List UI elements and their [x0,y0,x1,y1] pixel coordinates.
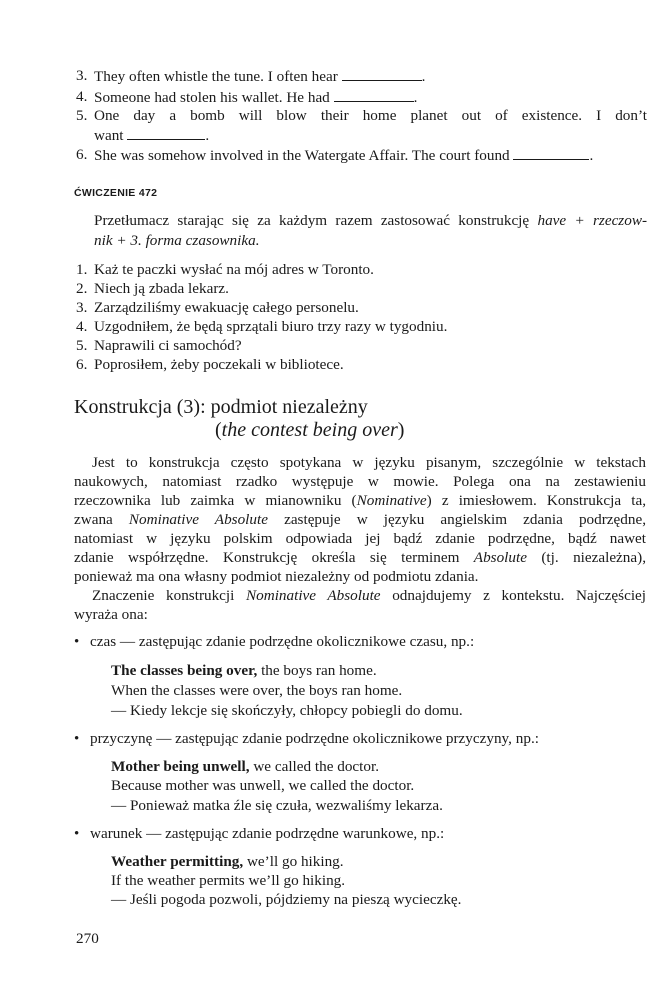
bullet-icon: • [74,826,80,842]
list-item: Naprawili ci samochód? [94,337,242,354]
paragraph-line: Znaczenie konstrukcji Nominative Absolute odnajdujemy z kontekstu. Najczęściej [92,587,646,604]
bullet-label: czas — zastępując zdanie podrzędne okolicznikowe czasu, np.: [90,633,475,650]
item-number: 3. [76,299,88,316]
paragraph-line: natomiast w języku polskim odpowiada jej bądź zdanie podrzędne, bądź nawet [74,530,646,547]
example-sentence: Mother being unwell, we called the doctor. [111,758,379,775]
exercise-instruction: Przetłumacz starając się za każdym razem zastosować konstrukcję have + rzeczow- [94,212,648,229]
paragraph-line: wyraża ona: [74,606,148,623]
paragraph-line: naukowych, natomiast rzadko występuje w mowie. Polega ona na zestawieniu [74,473,646,490]
item-number: 3. [76,67,88,84]
example-sentence: The classes being over, the boys ran home. [111,662,377,679]
item-number: 1. [76,261,88,278]
example-translation: — Kiedy lekcje się skończyły, chłopcy pobiegli do domu. [111,702,463,719]
list-item: They often whistle the tune. I often hear . [94,68,426,85]
item-number: 5. [76,107,88,124]
page-number: 270 [76,930,99,947]
answer-blank[interactable] [127,126,205,140]
example-paraphrase: Because mother was unwell, we called the doctor. [111,777,415,794]
item-number: 4. [76,318,88,335]
paragraph-line: zwana Nominative Absolute zastępuje w języku angielskim zdania podrzędne, [74,511,646,528]
paragraph-line: Jest to konstrukcja często spotykana w języku pisanym, szczególnie w tekstach [92,454,646,471]
answer-blank[interactable] [513,146,589,160]
bullet-label: przyczynę — zastępując zdanie podrzędne okolicznikowe przyczyny, np.: [90,730,539,747]
paragraph-line: zdanie współrzędne. Konstrukcję określa się terminem Absolute (tj. niezależna), [74,549,646,566]
list-item: She was somehow involved in the Watergate Affair. The court found . [94,147,594,164]
item-number: 2. [76,280,88,297]
list-item: Zarządziliśmy ewakuację całego personelu. [94,299,359,316]
section-title: Konstrukcja (3): podmiot niezależny [74,396,368,418]
list-item: Someone had stolen his wallet. He had . [94,89,418,106]
list-item-continuation: want . [94,127,210,144]
answer-blank[interactable] [334,88,414,102]
list-item: One day a bomb will blow their home planet out of existence. I don’t [94,107,647,124]
list-item: Niech ją zbada lekarz. [94,280,229,297]
bullet-label: warunek — zastępując zdanie podrzędne warunkowe, np.: [90,825,445,842]
section-subtitle: (the contest being over) [215,419,405,441]
list-item: Każ te paczki wysłać na mój adres w Toronto. [94,261,374,278]
item-number: 5. [76,337,88,354]
exercise-heading: ĆWICZENIE 472 [74,187,158,199]
list-item: Uzgodniłem, że będą sprzątali biuro trzy razy w tygodniu. [94,318,448,335]
exercise-instruction-continuation: nik + 3. forma czasownika. [94,232,260,249]
example-paraphrase: If the weather permits we’ll go hiking. [111,872,346,889]
bullet-icon: • [74,731,80,747]
item-number: 4. [76,88,88,105]
bullet-icon: • [74,634,80,650]
example-sentence: Weather permitting, we’ll go hiking. [111,853,344,870]
paragraph-line: rzeczownika lub zaimka w mianowniku (Nominative) z imiesłowem. Konstrukcja ta, [74,492,646,509]
answer-blank[interactable] [342,67,422,81]
example-paraphrase: When the classes were over, the boys ran home. [111,682,403,699]
item-number: 6. [76,356,88,373]
example-translation: — Jeśli pogoda pozwoli, pójdziemy na pieszą wycieczkę. [111,891,462,908]
item-number: 6. [76,146,88,163]
paragraph-line: ponieważ ma ona własny podmiot niezależny od podmiotu zdania. [74,568,479,585]
example-translation: — Ponieważ matka źle się czuła, wezwaliśmy lekarza. [111,797,443,814]
list-item: Poprosiłem, żeby poczekali w bibliotece. [94,356,344,373]
